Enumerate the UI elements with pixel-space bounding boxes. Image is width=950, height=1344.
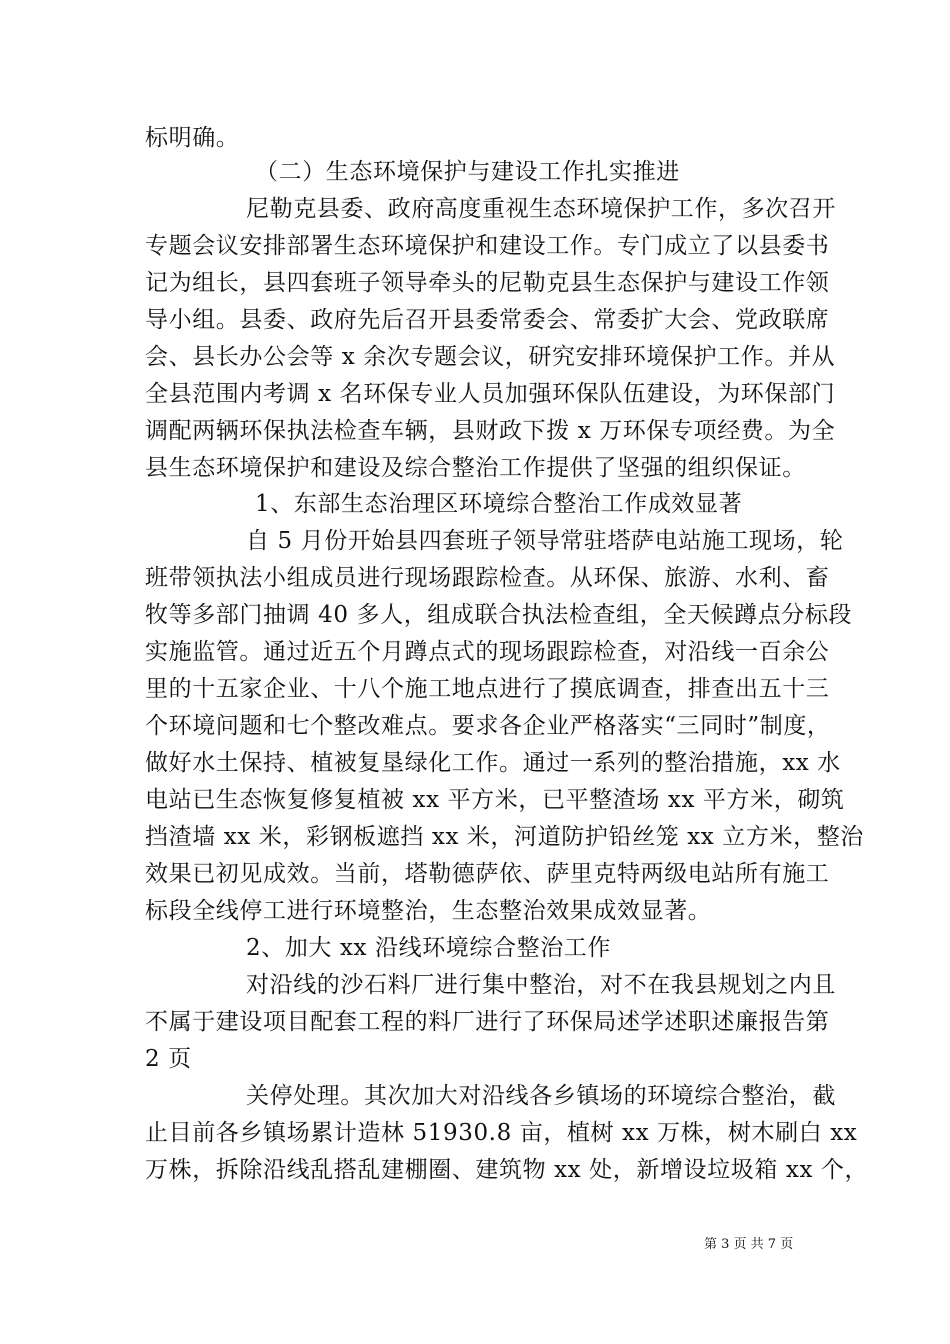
text-line: 会、县长办公会等 x 余次专题会议，研究安排环境保护工作。并从 — [145, 344, 836, 370]
subsection-heading: 1、东部生态治理区环境综合整治工作成效显著 — [255, 491, 743, 517]
text-line: 个环境问题和七个整改难点。要求各企业严格落实“三同时”制度， — [145, 713, 831, 739]
text-line: 导小组。县委、政府先后召开县委常委会、常委扩大会、党政联席 — [145, 307, 830, 333]
text-line: 2 页 — [145, 1046, 192, 1072]
text-line: 挡渣墙 xx 米，彩钢板遮挡 xx 米，河道防护铅丝笼 xx 立方米，整治 — [145, 824, 864, 850]
text-line: 自 5 月份开始县四套班子领导常驻塔萨电站施工现场，轮 — [246, 528, 844, 554]
text-line: 班带领执法小组成员进行现场跟踪检查。从环保、旅游、水利、畜 — [145, 565, 830, 591]
text-line: 县生态环境保护和建设及综合整治工作提供了坚强的组织保证。 — [145, 455, 806, 481]
text-line: 效果已初见成效。当前，塔勒德萨依、萨里克特两级电站所有施工 — [145, 861, 830, 887]
text-line: 里的十五家企业、十八个施工地点进行了摸底调查，排查出五十三 — [145, 676, 830, 702]
text-line: 实施监管。通过近五个月蹲点式的现场跟踪检查，对沿线一百余公 — [145, 639, 830, 665]
text-line: 尼勒克县委、政府高度重视生态环境保护工作，多次召开 — [246, 196, 836, 222]
text-line: 标明确。 — [145, 125, 240, 151]
text-line: 关停处理。其次加大对沿线各乡镇场的环境综合整治，截 — [246, 1083, 836, 1109]
subsection-heading: 2、加大 xx 沿线环境综合整治工作 — [246, 935, 611, 961]
text-line: 对沿线的沙石料厂进行集中整治，对不在我县规划之内且 — [246, 972, 836, 998]
text-line: 万株，拆除沿线乱搭乱建棚圈、建筑物 xx 处，新增设垃圾箱 xx 个， — [145, 1157, 869, 1183]
text-line: 全县范围内考调 x 名环保专业人员加强环保队伍建设，为环保部门 — [145, 381, 836, 407]
text-line: 止目前各乡镇场累计造林 51930.8 亩，植树 xx 万株，树木刷白 xx — [145, 1120, 858, 1146]
text-line: 电站已生态恢复修复植被 xx 平方米，已平整渣场 xx 平方米，砌筑 — [145, 787, 845, 813]
page-number-footer: 第 3 页 共 7 页 — [704, 1237, 794, 1252]
text-line: 调配两辆环保执法检查车辆，县财政下拨 x 万环保专项经费。为全 — [145, 418, 836, 444]
text-line: 标段全线停工进行环境整治，生态整治效果成效显著。 — [145, 898, 712, 924]
text-line: 专题会议安排部署生态环境保护和建设工作。专门成立了以县委书 — [145, 233, 830, 259]
section-heading: （二）生态环境保护与建设工作扎实推进 — [255, 159, 680, 185]
text-line: 不属于建设项目配套工程的料厂进行了环保局述学述职述廉报告第 — [145, 1009, 830, 1035]
text-line: 记为组长，县四套班子领导牵头的尼勒克县生态保护与建设工作领 — [145, 270, 830, 296]
text-line: 做好水土保持、植被复垦绿化工作。通过一系列的整治措施，xx 水 — [145, 750, 841, 776]
text-line: 牧等多部门抽调 40 多人，组成联合执法检查组，全天候蹲点分标段 — [145, 602, 853, 628]
